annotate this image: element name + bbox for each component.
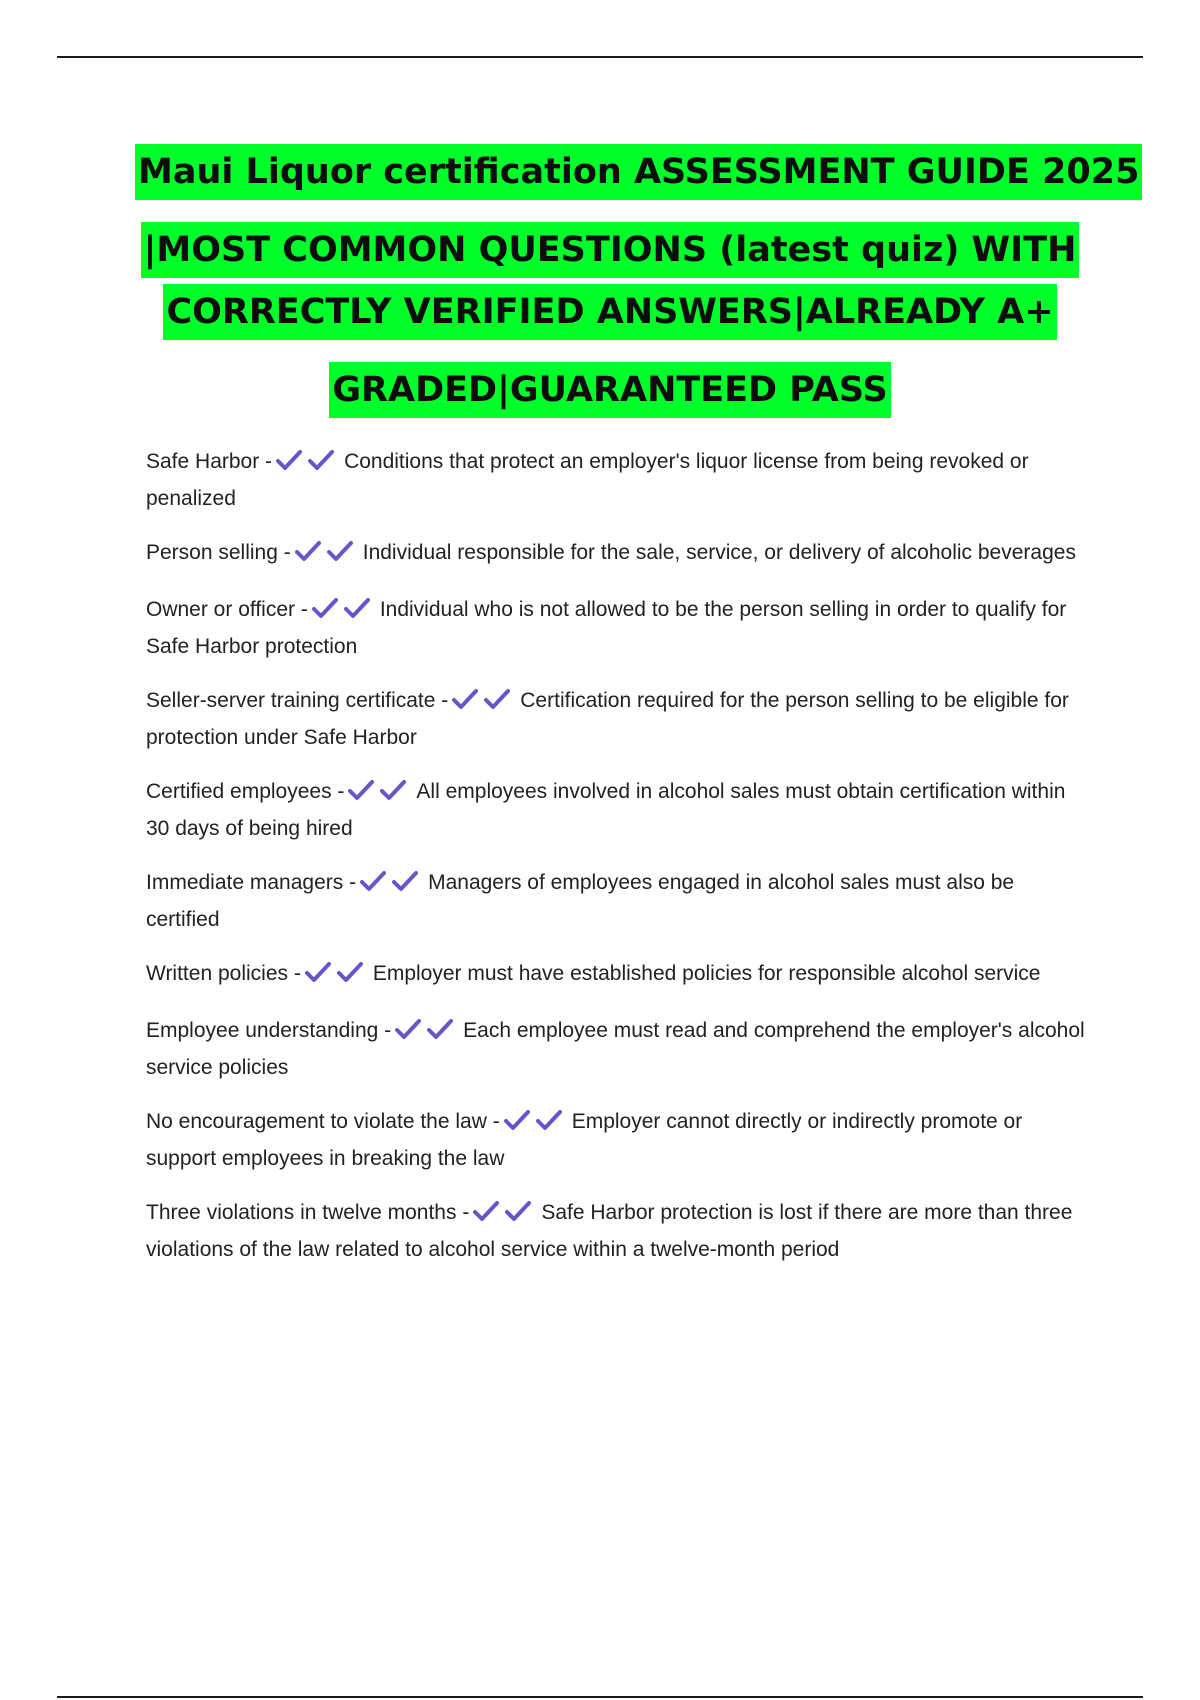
qa-term: Owner or officer - xyxy=(146,598,308,621)
checkmark-icon xyxy=(308,449,334,471)
top-rule xyxy=(57,56,1143,58)
qa-definition: Individual responsible for the sale, service, or delivery of alcoholic beverages xyxy=(362,541,1076,564)
qa-definition: Individual who is not allowed to be the person selling in order to qualify for Safe Harbor protection xyxy=(146,598,1067,658)
checkmark-icon xyxy=(505,1200,531,1222)
document-title xyxy=(135,144,1140,418)
checkmark-icon xyxy=(452,688,478,710)
qa-term: Safe Harbor - xyxy=(146,450,273,473)
title-line-3: CORRECTLY VERIFIED ANSWERS|ALREADY A+ xyxy=(163,284,1056,340)
title-line-4: GRADED|GUARANTEED PASS xyxy=(329,362,890,418)
checkmark-icon xyxy=(276,449,302,471)
check-marks xyxy=(312,596,376,630)
qa-item xyxy=(146,775,1086,846)
check-marks xyxy=(360,869,424,903)
qa-item xyxy=(146,957,1086,994)
check-marks xyxy=(504,1108,568,1142)
checkmark-icon xyxy=(295,540,321,562)
qa-term: Seller-server training certificate - xyxy=(146,689,449,712)
qa-term: Certified employees - xyxy=(146,780,345,803)
qa-term: Immediate managers - xyxy=(146,871,357,894)
check-marks xyxy=(452,687,516,721)
qa-term: Employee understanding - xyxy=(146,1019,392,1042)
qa-definition: Employer must have established policies for responsible alcohol service xyxy=(372,962,1041,985)
check-marks xyxy=(295,539,359,573)
qa-term: Person selling - xyxy=(146,541,291,564)
qa-definition: All employees involved in alcohol sales must obtain certification within 30 days of being hired xyxy=(146,780,1066,840)
qa-item xyxy=(146,445,1086,516)
checkmark-icon xyxy=(360,870,386,892)
qa-definition: Certification required for the person selling to be eligible for protection under Safe Harbor xyxy=(146,689,1069,749)
checkmark-icon xyxy=(305,961,331,983)
check-marks xyxy=(348,778,412,812)
checkmark-icon xyxy=(427,1018,453,1040)
checkmark-icon xyxy=(484,688,510,710)
title-line-1: Maui Liquor certification ASSESSMENT GUIDE 2025 xyxy=(135,144,1142,200)
check-marks xyxy=(473,1199,537,1233)
check-marks xyxy=(395,1017,459,1051)
checkmark-icon xyxy=(327,540,353,562)
qa-definition: Managers of employees engaged in alcohol sales must also be certified xyxy=(146,871,1015,931)
checkmark-icon xyxy=(312,597,338,619)
qa-item xyxy=(146,866,1086,937)
qa-item xyxy=(146,1196,1086,1267)
checkmark-icon xyxy=(344,597,370,619)
qa-item xyxy=(146,536,1086,573)
checkmark-icon xyxy=(536,1109,562,1131)
title-line-2: |MOST COMMON QUESTIONS (latest quiz) WITH xyxy=(141,222,1080,278)
qa-item xyxy=(146,1105,1086,1176)
checkmark-icon xyxy=(392,870,418,892)
checkmark-icon xyxy=(395,1018,421,1040)
qa-term: Written policies - xyxy=(146,962,301,985)
checkmark-icon xyxy=(348,779,374,801)
qa-definition: Safe Harbor protection is lost if there are more than three violations of the law related to alcohol service within a twelve-month period xyxy=(146,1201,1073,1261)
checkmark-icon xyxy=(380,779,406,801)
checkmark-icon xyxy=(337,961,363,983)
qa-definition: Conditions that protect an employer's liquor license from being revoked or penalized xyxy=(146,450,1029,510)
qa-item xyxy=(146,684,1086,755)
qa-term: Three violations in twelve months - xyxy=(146,1201,470,1224)
check-marks xyxy=(305,960,369,994)
qa-definition: Employer cannot directly or indirectly promote or support employees in breaking the law xyxy=(146,1110,1023,1170)
bottom-rule xyxy=(57,1696,1143,1698)
qa-list xyxy=(146,445,1086,1287)
check-marks xyxy=(276,448,340,482)
qa-term: No encouragement to violate the law - xyxy=(146,1110,500,1133)
qa-definition: Each employee must read and comprehend the employer's alcohol service policies xyxy=(146,1019,1085,1079)
checkmark-icon xyxy=(504,1109,530,1131)
checkmark-icon xyxy=(473,1200,499,1222)
qa-item xyxy=(146,593,1086,664)
qa-item xyxy=(146,1014,1086,1085)
